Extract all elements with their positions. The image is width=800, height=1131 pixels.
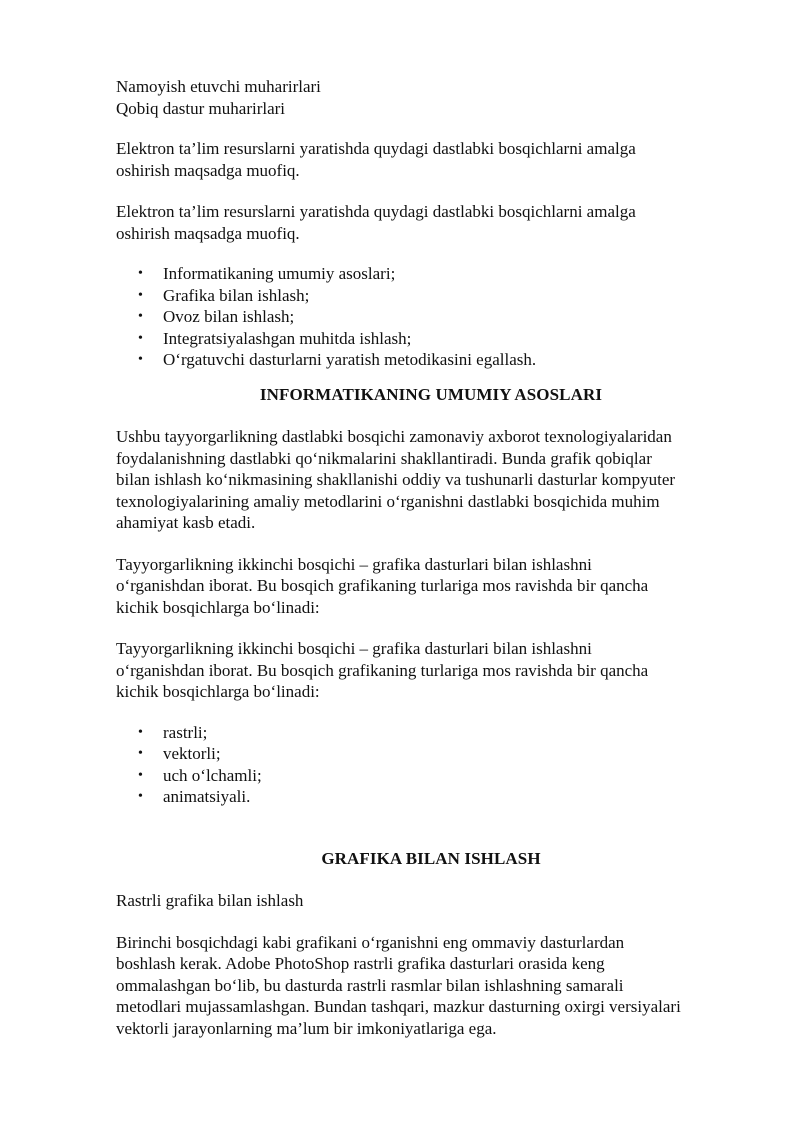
line: foydalanishning dastlabki qo‘nikmalarini shakllantiradi. Bunda grafik qobiqlar [116,448,652,468]
list-item-text: Grafika bilan ishlash; [163,285,310,305]
list-item-text: vektorli; [163,744,221,763]
section-heading: GRAFIKA BILAN ISHLASH [321,848,541,868]
bullet-icon: • [138,309,143,324]
bullet-icon: • [138,266,143,281]
bullet-icon: • [138,767,143,783]
bullet-icon: • [138,330,143,346]
bullet-icon: • [138,352,143,367]
text-line [116,76,746,119]
line: texnologiyalarining amaliy metodlarini o‘rganishni dastlabki bosqichida muhim [116,491,660,511]
list-item [116,786,746,808]
list-item-text: Integratsiyalashgan muhitda ishlash; [163,328,412,348]
line: o‘rganishdan iborat. Bu bosqich grafikaning turlariga mos ravishda bir qancha [116,576,649,595]
line: ahamiyat kasb etadi. [116,513,256,532]
line: Elektron ta’lim resurslarni yaratishda quydagi dastlabki bosqichlarni amalga [116,202,636,221]
list-item [116,765,746,787]
line: kichik bosqichlarga bo‘linadi: [116,682,320,701]
bullet-list [116,722,746,808]
bullet-icon: • [138,724,143,740]
bullet-icon: • [138,746,143,761]
paragraph [116,138,746,181]
bullet-icon: • [138,287,143,303]
paragraph [116,426,746,534]
list-item-text: Informatikaning umumiy asoslari; [163,264,396,283]
line: bilan ishlash ko‘nikmasining shakllanishi oddiy va tushunarli dasturlar kompyuter [116,470,676,489]
line: Birinchi bosqichdagi kabi grafikani o‘rganishni eng ommaviy dasturlardan [116,932,625,952]
bullet-list [116,263,746,371]
line: ommalashgan bo‘lib, bu dasturda rastrli rasmlar bilan ishlashning samarali [116,975,624,995]
line: boshlash kerak. Adobe PhotoShop rastrli grafika dasturlari orasida keng [116,954,605,973]
line: Namoyish etuvchi muharirlari [116,77,321,96]
line: Tayyorgarlikning ikkinchi bosqichi – grafika dasturlari bilan ishlashni [116,554,592,574]
line: Tayyorgarlikning ikkinchi bosqichi – grafika dasturlari bilan ishlashni [116,639,592,658]
list-item [116,722,746,744]
line: Qobiq dastur muharirlari [116,98,286,118]
paragraph [116,201,746,244]
line: o‘rganishdan iborat. Bu bosqich grafikaning turlariga mos ravishda bir qancha [116,660,649,680]
line: Elektron ta’lim resurslarni yaratishda quydagi dastlabki bosqichlarni amalga [116,139,636,158]
list-item [116,328,746,350]
section-heading: INFORMATIKANING UMUMIY ASOSLARI [259,384,603,404]
list-item-text: Ovoz bilan ishlash; [163,307,295,326]
list-item [116,349,746,371]
list-item-text: rastrli; [163,722,208,742]
list-item-text: uch o‘lchamli; [163,765,262,785]
paragraph [116,554,746,619]
list-item [116,263,746,285]
line: vektorli jarayonlarning ma’lum bir imkoniyatlariga ega. [116,1018,497,1038]
list-item-text: animatsiyali. [163,787,251,806]
line: kichik bosqichlarga bo‘linadi: [116,597,320,617]
line: metodlari mujassamlashgan. Bundan tashqari, mazkur dasturning oxirgi versiyalari [116,997,681,1016]
list-item [116,285,746,307]
paragraph [116,932,746,1040]
list-item-text: O‘rgatuvchi dasturlarni yaratish metodikasini egallash. [163,350,537,369]
paragraph [116,638,746,703]
bullet-icon: • [138,789,143,804]
subheading: Rastrli grafika bilan ishlash [116,891,304,910]
line: oshirish maqsadga muofiq. [116,160,300,180]
line: oshirish maqsadga muofiq. [116,223,300,243]
list-item [116,306,746,328]
list-item [116,743,746,765]
document-page [116,76,746,1039]
line: Ushbu tayyorgarlikning dastlabki bosqichi zamonaviy axborot texnologiyalaridan [116,427,672,446]
